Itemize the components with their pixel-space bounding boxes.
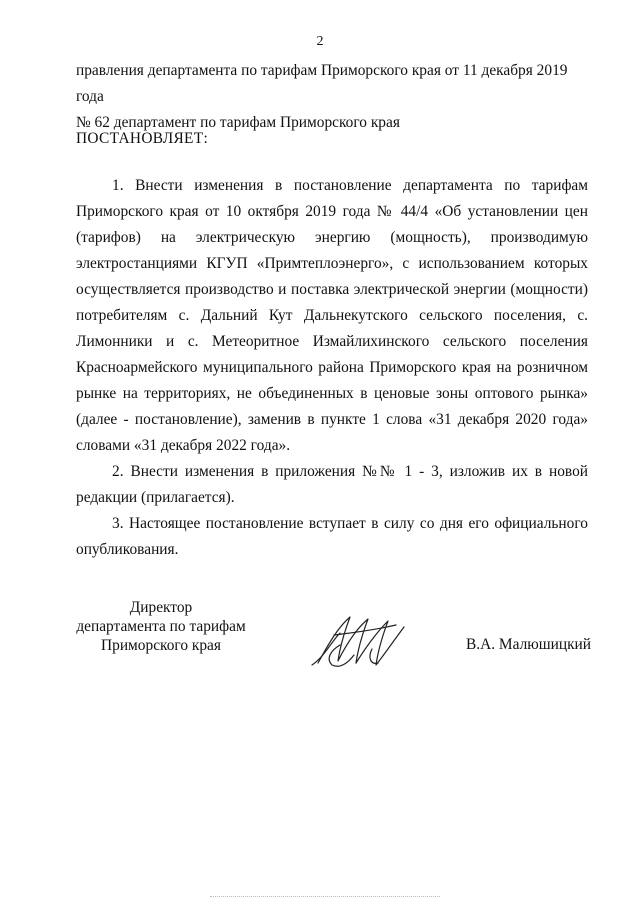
scan-footer-mark xyxy=(210,896,440,901)
decree-heading: ПОСТАНОВЛЯЕТ: xyxy=(76,130,209,147)
signer-title-line-3: Приморского края xyxy=(101,637,221,654)
decree-items xyxy=(76,173,588,563)
page-number: 2 xyxy=(316,34,324,49)
decree-item-1: 1. Внести изменения в постановление департамента по тарифам Приморского края от 10 октября 2019 года № 44/4 «Об установлении цен (тарифов) на электрическую энергию (мощность), производимую электростанциями КГУП «Примтеплоэнерго», с использованием которых осуществляется производство и поставка электрической энергии (мощности) потребителям с. Дальний Кут Дальнекутского сельского поселения, с. Лимонники и с. Метеоритное Измайлихинского сельского поселения Красноармейского муниципального района Приморского края на розничном рынке на территориях, не объединенных в ценовые зоны оптового рынка» (далее - постановление), заменив в пункте 1 слова «31 декабря 2020 года» словами «31 декабря 2022 года». xyxy=(76,177,588,454)
intro-paragraph xyxy=(76,58,588,136)
signer-title-line-2: департамента по тарифам xyxy=(76,618,246,635)
decree-item-3: 3. Настоящее постановление вступает в силу со дня его официального опубликования. xyxy=(76,515,588,558)
signer-title-line-1: Директор xyxy=(129,599,193,616)
intro-line-2: № 62 департамент по тарифам Приморского края xyxy=(76,114,400,131)
signer-title xyxy=(56,598,266,655)
signer-name: В.А. Малюшицкий xyxy=(466,636,592,653)
intro-line-1: правления департамента по тарифам Приморского края от 11 декабря 2019 года xyxy=(76,62,568,105)
decree-item-2: 2. Внести изменения в приложения №№ 1 - 3, изложив их в новой редакции (прилагается). xyxy=(76,463,588,506)
handwritten-signature-icon xyxy=(310,605,410,675)
